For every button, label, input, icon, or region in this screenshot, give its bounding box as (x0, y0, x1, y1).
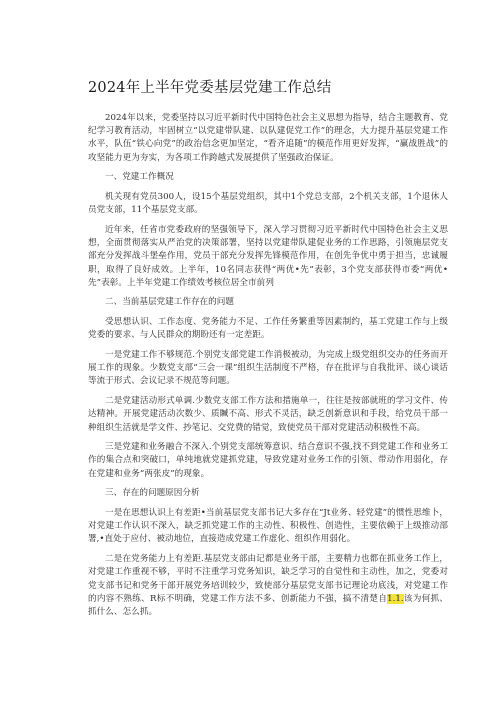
causes-paragraph-1: 一是在思想认识上有差距•当前基层党支部书记大多存在“Jt业务、轻党建”的惯性思维卜，对党建工作认识不深入，缺乏抓党建工作的主动性、积极性、创造性，主要依赖于上级推动部署,•直处于应付、被动地位，直接造成党建工作虚化、组织作用弱化。 (88, 508, 448, 545)
problems-paragraph-2: 一是党建工作不够规范.个别党支部党建工作消极被动，为完成上级党组织交办的任务而开展工作的现象。少数党支部“三会一课”组织生活制度不严格，存在批评与自我批评、谈心谈话等流于形式、会议记录不规范等问题。 (88, 350, 448, 387)
problems-paragraph-3: 二是党建活动形式单调.少数党支部工作方法和措施单一，往往是按部就班的学习文件、传达精神。开展党建活动次数少、质贓不高、形式不灵活，缺乏创新意识和手段，给党员干部一种组织生活就是学文件、抄笔记、交党费的错觉，致使党员干部对党建活动积极性不高。 (88, 396, 448, 433)
section-heading-overview: 一、党建工作概况 (105, 172, 174, 183)
causes-text-after: 该为何抓、抓什么、怎么抓。 (88, 593, 448, 617)
causes-paragraph-2 (88, 553, 448, 619)
section-heading-problems: 二、当前基层党建工作存在的问题 (105, 297, 234, 308)
overview-paragraph-1: 机关现有党员300人，设15个基层党组织，其中1个党总支部，2个机关支部，1个退休人员党支部，11个基层党支部。 (88, 192, 448, 216)
problems-paragraph-4: 三是党建和业务融合不深入.个别党支部统筹意识、结合意识不强,找不到党建工作和业务工作的集合点和突破口，单纯地就党建抓党建，导致党建对业务工作的引领、带动作用弱化，存在党建和业务“两张皮”的现象。 (88, 442, 448, 479)
document-title: 2024年上半年党委基层党建工作总结 (88, 80, 332, 96)
overview-paragraph-2: 近年来，任省市党委政府的坚强领导下，深入学习贯彻习近平新时代中国特色社会主义思想，全面贯彻落实从严治党的决策部署，坚持以党建带队建促业务的工作思路，引领施层党支部充分发挥战斗堡垒作用，党员干部充分发挥先锋模范作用，在创先争优中勇于担当，忠诚履职，取得了良好成效。上半年，10名同志获得“两优•先”表彰，3个党支部获得市委“两优•先”表彰。上半年党建工作绩效考核位居全市前列 (88, 224, 448, 288)
causes-text-before: 二是在党务能力上有差距.基层党支部由记都是业务干部，主要精力也都在抓业务工作上，对党建工作重视不够，平时不注重学习党务知识，缺乏学习的自觉性和主动性，加之，党委对党支部书记和党务干部开展党务培训较少，致使部分基层党支部书记理论功底浅，对党建工作的内容不熟练、R标不明确，党建工作方法不多、创新能力不强，搞不清楚自 (88, 554, 448, 604)
intro-paragraph: 2024年以来，党委坚持以习近平新时代中国特色社会主义思想为指导，结合主题教育、党纪学习教育活动，牢固树立“以党建带队建、以队建促党工作”的理念，大力提升基层党建工作水平，队伍“铁心向党”的政治信念更加坚定，“看齐追随”的模范作用更好发挥，“赢战胜战”的攻坚能力更为夯实，为各项工作跨越式发展提供了坚强政治保证。 (88, 113, 448, 163)
problems-paragraph-1: 受思想认识、工作态度、党务能力不足、工作任务繁重等因素制约，基工党建工作与上级党委的要求、与人民群众的期盼还有一定差距。 (88, 317, 448, 341)
section-heading-causes: 三、存在的问题原因分析 (105, 488, 200, 499)
highlighted-text: 1.1. (387, 593, 404, 604)
